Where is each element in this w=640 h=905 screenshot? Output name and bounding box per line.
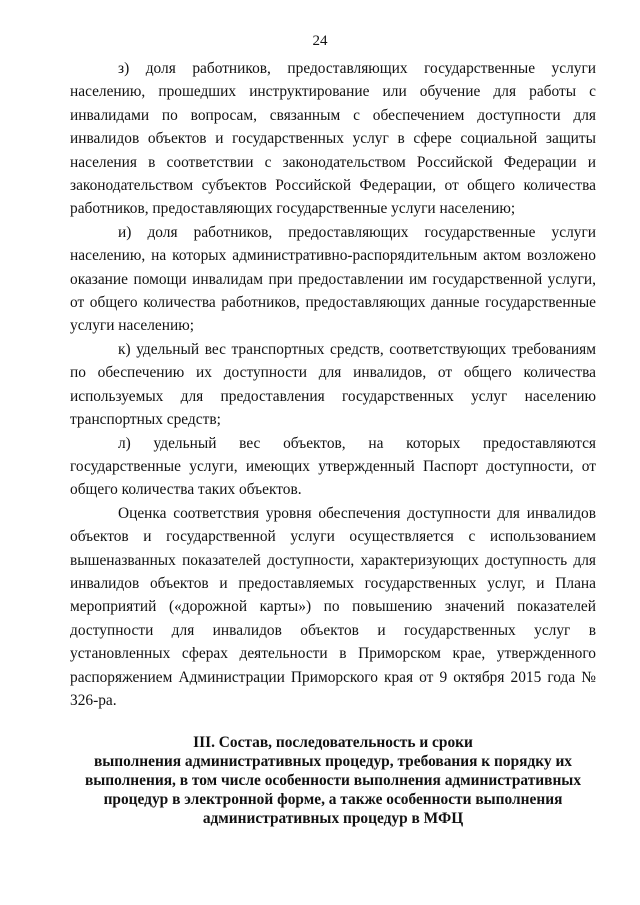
section-heading (80, 733, 586, 828)
paragraph-i-staff-assistance-share: и) доля работников, предоставляющих государственные услуги населению, на которых административно-распорядительным актом возложено оказание помощи инвалидам при предоставлении им государственной услуги, от общего количества работников, предоставляющих данные государственные услуги населению; (70, 223, 596, 335)
section-heading-line: выполнения административных процедур, требования к порядку их (93, 753, 573, 770)
paragraph-accessibility-assessment: Оценка соответствия уровня обеспечения доступности для инвалидов объектов и государственной услуги осуществляется с использованием вышеназванных показателей доступности, характеризующих доступность для инвалидов объектов и предоставляемых государственных услуг, и Плана мероприятий («дорожной карты») по повышению значений показателей доступности для инвалидов объектов и государственных услуг в установленных сферах деятельности в Приморском крае, утвержденного распоряжением Администрации Приморского края от 9 октября 2015 года № 326-ра. (70, 504, 596, 709)
section-heading-line: процедур в электронной форме, а также особенности выполнения (103, 791, 563, 808)
section-heading-line: III. Состав, последовательность и сроки (193, 734, 473, 751)
page-number: 24 (312, 33, 328, 49)
section-heading-line: административных процедур в МФЦ (202, 810, 464, 827)
paragraph-k-transport-share: к) удельный вес транспортных средств, соответствующих требованиям по обеспечению их доступности для инвалидов, от общего количества используемых для предоставления государственных услуг населению транспортных средств; (70, 340, 596, 429)
document-body (70, 57, 596, 712)
paragraph-z-staff-training-share: з) доля работников, предоставляющих государственные услуги населению, прошедших инструктирование или обучение для работы с инвалидами по вопросам, связанным с обеспечением доступности для инвалидов объектов и государственных услуг в сфере социальной защиты населения в соответствии с законодательством Российской Федерации и законодательством субъектов Российской Федерации, от общего количества работников, предоставляющих государственные услуги населению; (70, 60, 596, 218)
paragraph-l-accessibility-passport-share: л) удельный вес объектов, на которых предоставляются государственные услуги, имеющих утвержденный Паспорт доступности, от общего количества таких объектов. (70, 434, 596, 499)
section-heading-line: выполнения, в том числе особенности выполнения административных (84, 772, 582, 789)
